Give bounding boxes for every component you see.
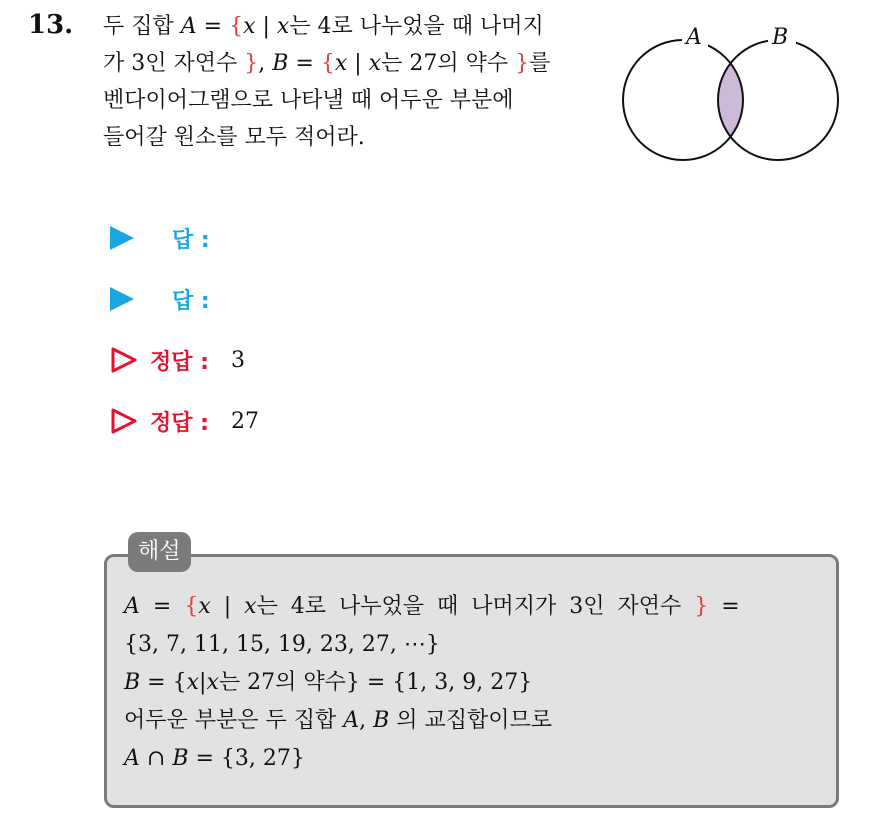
venn-diagram xyxy=(618,18,858,178)
venn-label-b: B xyxy=(772,25,789,50)
outline-arrow-icon xyxy=(110,407,138,435)
answer-label: 답 : xyxy=(172,288,210,314)
correct-answer-label: 정답 : xyxy=(150,349,209,375)
explanation-line-5: A ∩ B = {3, 27} xyxy=(124,746,305,771)
answer-row-3 xyxy=(110,340,245,380)
explanation-line-4: 어두운 부분은 두 집합 A, B 의 교집합이므로 xyxy=(124,708,553,733)
play-arrow-icon xyxy=(110,287,134,311)
question-number: 13. xyxy=(28,10,74,40)
outline-arrow-icon xyxy=(110,346,138,374)
question-line-2: 가 3인 자연수 }, B = {x | x는 27의 약수 }를 xyxy=(103,51,551,76)
correct-answer-value: 27 xyxy=(230,408,259,434)
explanation-text xyxy=(124,588,824,778)
question-line-4: 들어갈 원소를 모두 적어라. xyxy=(103,125,365,150)
correct-answer-label: 정답 : xyxy=(150,410,209,436)
play-arrow-icon xyxy=(110,226,134,250)
answer-row-4 xyxy=(110,401,259,441)
explanation-line-2: {3, 7, 11, 15, 19, 23, 27, ⋯} xyxy=(124,632,440,657)
question-line-3: 벤다이어그램으로 나타낼 때 어두운 부분에 xyxy=(103,88,514,113)
explanation-line-1: A = {x | x는 4로 나누었을 때 나머지가 3인 자연수 } = xyxy=(124,594,740,619)
answer-row-2 xyxy=(110,279,232,319)
answer-row-1 xyxy=(110,218,232,258)
question-text xyxy=(103,8,623,156)
explanation-tag: 해설 xyxy=(128,532,191,572)
explanation-line-3: B = {x|x는 27의 약수} = {1, 3, 9, 27} xyxy=(124,670,533,695)
answer-label: 답 : xyxy=(172,227,210,253)
correct-answer-value: 3 xyxy=(230,347,245,373)
venn-label-a: A xyxy=(686,25,702,50)
question-line-1: 두 집합 A = {x | x는 4로 나누었을 때 나머지 xyxy=(103,14,544,39)
